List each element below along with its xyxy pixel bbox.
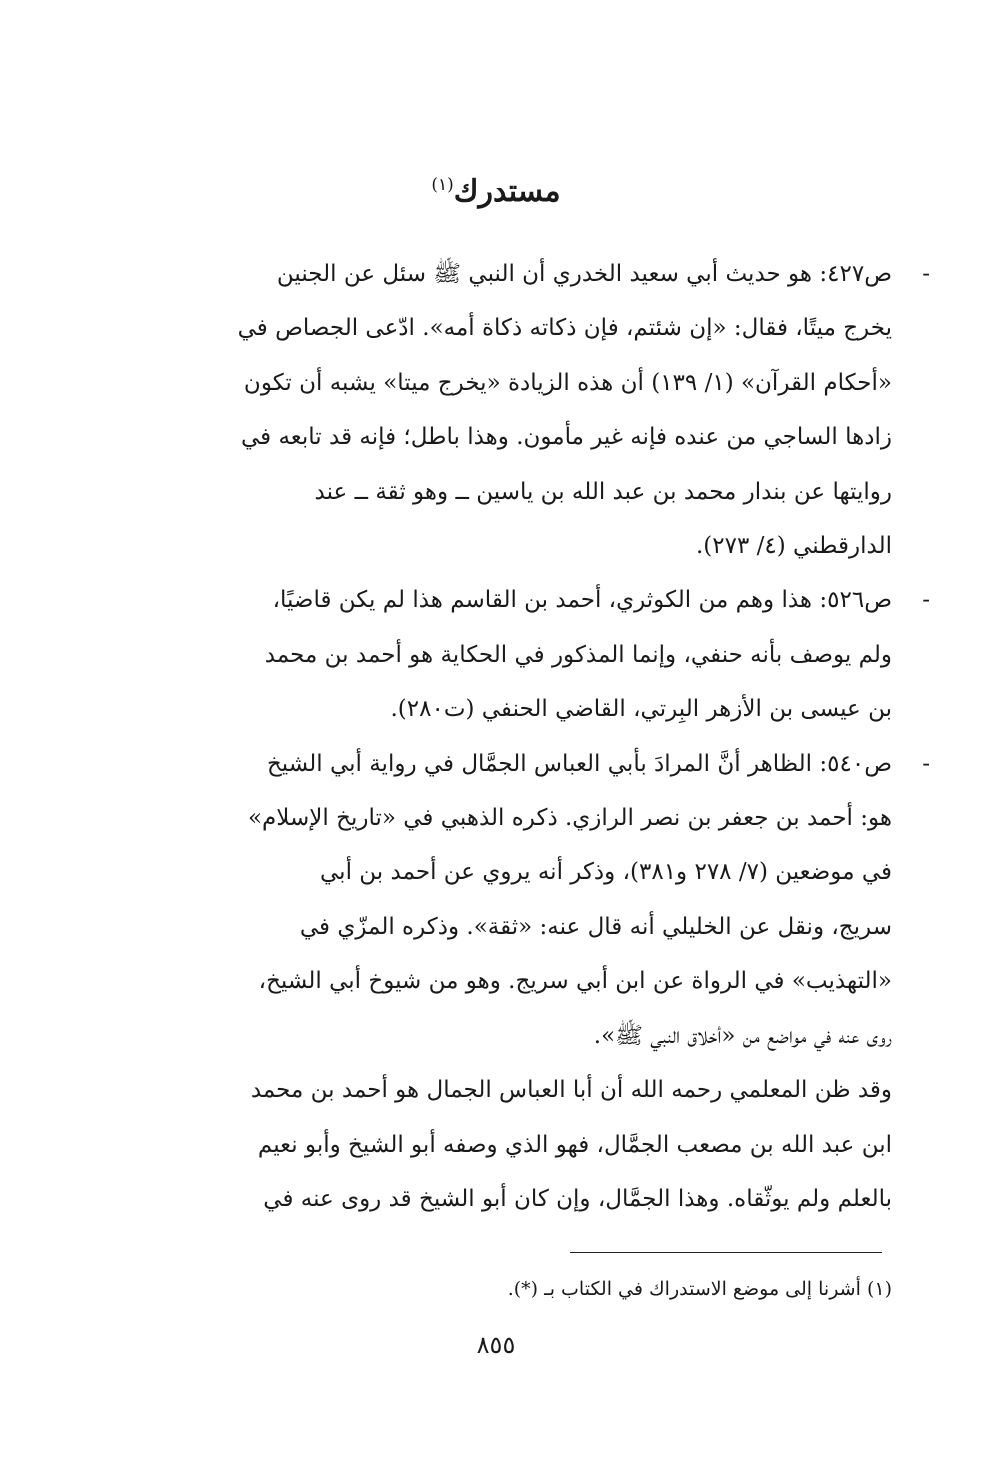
footnote-text: أشرنا إلى موضع الاستدراك في الكتاب بـ (*). [507, 1278, 861, 1300]
footnote-number: (١) [866, 1278, 892, 1300]
title-footnote-marker: (١) [431, 175, 454, 195]
text-line: روى عنه في مواضع من «أخلاق النبي ﷺ». [593, 1022, 892, 1049]
text-line: ولم يوصف بأنه حنفي، وإنما المذكور في الحكاية هو أحمد بن محمد [264, 641, 892, 668]
page-number: ٨٥٥ [476, 1331, 516, 1359]
text-line: «التهذيب» في الرواة عن ابن أبي سريج. وهو من شيوخ أبي الشيخ، [258, 968, 892, 995]
text-line: بن عيسى بن الأزهر البِرتي، القاضي الحنفي (ت٢٨٠). [390, 696, 892, 723]
text-line: زادها الساجي من عنده فإنه غير مأمون. وهذا باطل؛ فإنه قد تابعه في [240, 424, 892, 451]
entry-427 [156, 247, 930, 573]
text-line: ص٥٢٦: هذا وهم من الكوثري، أحمد بن القاسم هذا لم يكن قاضيًا، [272, 587, 892, 614]
entry-540 [156, 737, 930, 1063]
page-title-text: مستدرك [453, 174, 561, 209]
text-line: في موضعين (٧/ ٢٧٨ و٣٨١)، وذكر أنه يروي عن أحمد بن أبي [320, 859, 892, 886]
closing-paragraph [156, 1063, 892, 1226]
footnote-divider [570, 1252, 882, 1253]
page-title [0, 160, 992, 217]
entry-dash: - [922, 750, 930, 777]
text-line: هو: أحمد بن جعفر بن نصر الرازي. ذكره الذهبي في «تاريخ الإسلام» [247, 805, 892, 832]
main-text [156, 247, 930, 1226]
text-line: وقد ظن المعلمي رحمه الله أن أبا العباس الجمال هو أحمد بن محمد [250, 1077, 892, 1104]
footnote [156, 1272, 892, 1306]
text-line: الدارقطني (٤/ ٢٧٣). [695, 533, 892, 560]
text-line: روايتها عن بندار محمد بن عبد الله بن ياسين ــ وهو ثقة ــ عند [314, 478, 892, 505]
text-line: ابن عبد الله بن مصعب الجمَّال، فهو الذي وصفه أبو الشيخ وأبو نعيم [257, 1131, 892, 1158]
entry-526 [156, 573, 930, 736]
text-line: «أحكام القرآن» (١/ ١٣٩) أن هذه الزيادة «يخرج ميتا» يشبه أن تكون [243, 369, 892, 396]
text-line: سريج، ونقل عن الخليلي أنه قال عنه: «ثقة». وذكره المزّي في [299, 913, 892, 940]
text-line: ص٤٢٧: هو حديث أبي سعيد الخدري أن النبي ﷺ سئل عن الجنين [276, 261, 892, 287]
text-line: بالعلم ولم يوثّقاه. وهذا الجمَّال، وإن كان أبو الشيخ قد روى عنه في [263, 1185, 892, 1212]
entry-dash: - [922, 587, 930, 614]
entry-dash: - [922, 261, 930, 287]
text-line: يخرج ميتًا، فقال: «إن شئتم، فإن ذكاته ذكاة أمه». ادّعى الجصاص في [237, 315, 892, 342]
text-line: ص٥٤٠: الظاهر أنَّ المرادَ بأبي العباس الجمَّال في رواية أبي الشيخ [266, 750, 892, 777]
